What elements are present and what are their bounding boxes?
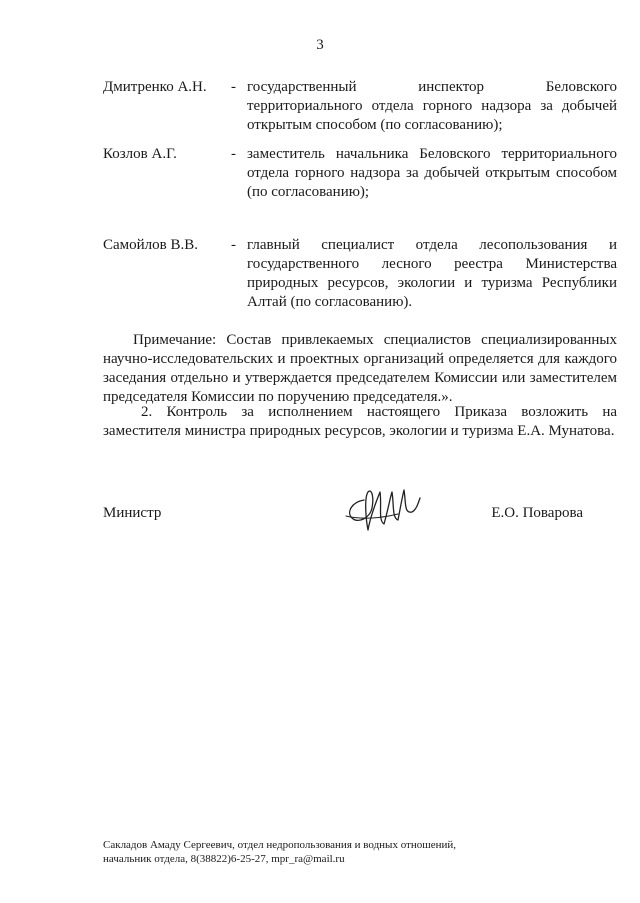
member-name: Козлов А.Г. xyxy=(103,146,177,162)
footer-contact xyxy=(103,838,563,866)
member-dash: - xyxy=(231,146,236,162)
handwritten-signature xyxy=(342,480,434,540)
page-number: 3 xyxy=(316,37,324,53)
footer-line-1: Сакладов Амаду Сергеевич, отдел недропользования и водных отношений, xyxy=(103,839,457,851)
member-dash: - xyxy=(231,237,236,253)
footer-line-2: начальник отдела, 8(38822)6-25-27, mpr_ra@mail.ru xyxy=(103,853,345,865)
member-dash: - xyxy=(231,79,236,95)
member-role: заместитель начальника Беловского территориального отдела горного надзора за добычей открытым способом (по согласованию); xyxy=(247,146,617,200)
clause-2-paragraph: 2. Контроль за исполнением настоящего Приказа возложить на заместителя министра природных ресурсов, экологии и туризма Е.А. Мунатова. xyxy=(103,404,617,439)
note-paragraph: Примечание: Состав привлекаемых специалистов специализированных научно-исследовательских и проектных организаций определяется для каждого заседания отдельно и утверждается председателем Комиссии или заместителем председателя Комиссии по поручению председателя.». xyxy=(103,332,617,405)
member-role: главный специалист отдела лесопользования и государственного лесного реестра Министерства природных ресурсов, экологии и туризма Республики Алтай (по согласованию). xyxy=(247,237,617,310)
signatory-title: Министр xyxy=(103,505,162,521)
member-name: Самойлов В.В. xyxy=(103,237,199,253)
signatory-name: Е.О. Поварова xyxy=(491,505,583,521)
member-name: Дмитренко А.Н. xyxy=(103,79,207,95)
member-role: государственный инспектор Беловского территориального отдела горного надзора за добычей открытым способом (по согласованию); xyxy=(247,79,617,133)
